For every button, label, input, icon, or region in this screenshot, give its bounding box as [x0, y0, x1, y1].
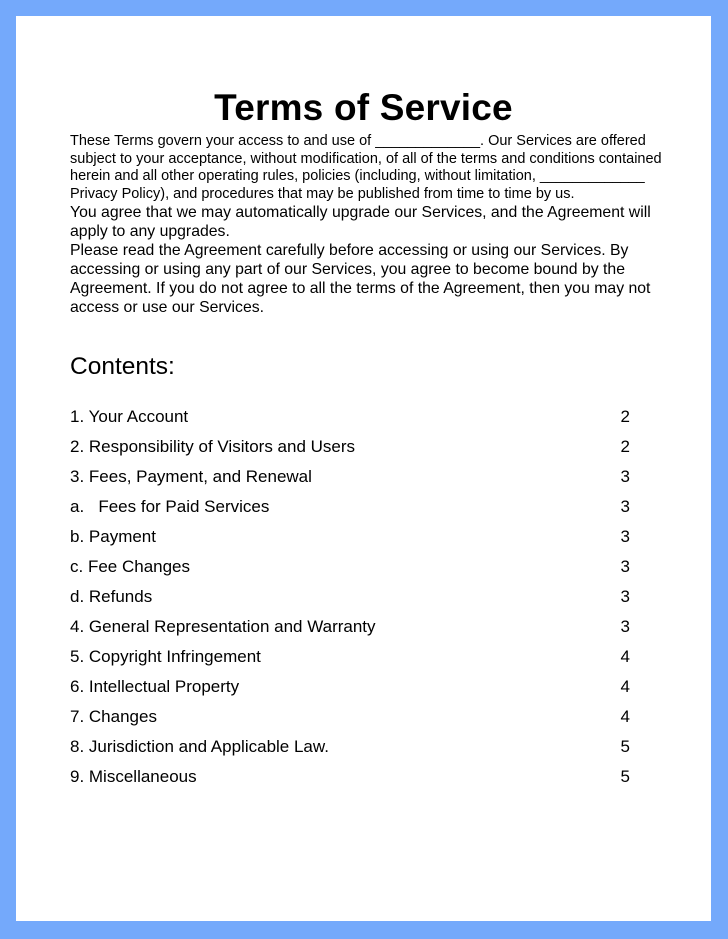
toc-item	[70, 552, 630, 582]
toc-item-label: d. Refunds	[70, 587, 153, 606]
toc-item-label: 1. Your Account	[70, 407, 189, 426]
toc-item-page: 2	[620, 437, 630, 456]
toc-item	[70, 642, 630, 672]
document-page	[16, 16, 711, 921]
toc-item	[70, 432, 630, 462]
toc-item-label: 2. Responsibility of Visitors and Users	[70, 437, 356, 456]
intro-paragraph-upgrades: You agree that we may automatically upgrade our Services, and the Agreement will apply to any upgrades.	[70, 204, 651, 240]
toc-item-label: 8. Jurisdiction and Applicable Law.	[70, 737, 329, 756]
toc-item-page: 4	[620, 647, 630, 666]
toc-item-page: 3	[620, 557, 630, 576]
toc-item	[70, 462, 630, 492]
toc-item-page: 5	[620, 737, 630, 756]
toc-item	[70, 582, 630, 612]
toc-item-label: 6. Intellectual Property	[70, 677, 240, 696]
toc-item	[70, 672, 630, 702]
toc-item-page: 3	[620, 467, 630, 486]
toc-item-page: 3	[620, 617, 630, 636]
toc-item	[70, 732, 630, 762]
toc-item	[70, 402, 630, 432]
toc-item-page: 4	[620, 707, 630, 726]
toc-item-page: 3	[620, 527, 630, 546]
intro-section	[70, 133, 670, 317]
toc-item	[70, 702, 630, 732]
toc-item	[70, 492, 630, 522]
toc-item-page: 2	[620, 407, 630, 426]
toc-item-label: 4. General Representation and Warranty	[70, 617, 376, 636]
toc-item	[70, 522, 630, 552]
toc-item-label: 3. Fees, Payment, and Renewal	[70, 467, 312, 486]
intro-paragraph-terms: These Terms govern your access to and use of _____________. Our Services are offered subject to your acceptance, without modification, of all of the terms and conditions contained herein and all other operating rules, policies (including, without limitation, _____________ Privacy Policy), and procedures that may be published from time to time by us.	[70, 133, 662, 202]
page-title: Terms of Service	[214, 87, 513, 128]
toc-item-label: c. Fee Changes	[70, 557, 191, 576]
toc-item	[70, 762, 630, 792]
contents-heading: Contents:	[70, 353, 175, 380]
toc-item-page: 3	[620, 497, 630, 516]
toc-item-page: 3	[620, 587, 630, 606]
toc-item-label: 9. Miscellaneous	[70, 767, 197, 786]
toc-item-label: a. Fees for Paid Services	[70, 497, 270, 516]
toc-item-label: 5. Copyright Infringement	[70, 647, 261, 666]
toc-item-label: b. Payment	[70, 527, 156, 546]
toc-item-label: 7. Changes	[70, 707, 157, 726]
toc-item-page: 4	[620, 677, 630, 696]
toc-item-page: 5	[620, 767, 630, 786]
toc-item	[70, 612, 630, 642]
intro-paragraph-agreement: Please read the Agreement carefully before accessing or using our Services. By accessing or using any part of our Services, you agree to become bound by the Agreement. If you do not agree to all the terms of the Agreement, then you may not access or use our Services.	[70, 242, 651, 316]
table-of-contents	[70, 402, 630, 792]
